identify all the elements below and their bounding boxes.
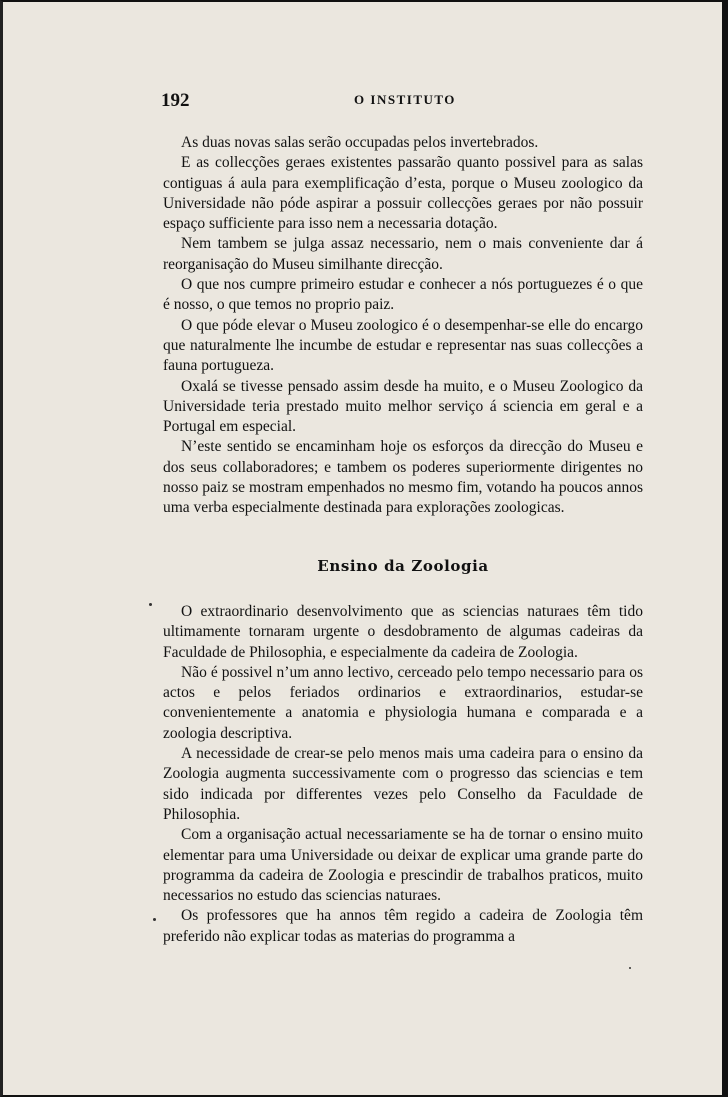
scan-speck	[149, 603, 152, 606]
section-2-body	[163, 602, 643, 947]
paragraph: O que nos cumpre primeiro estudar e conhecer a nós portuguezes é o que é nosso, o que temos no proprio paiz.	[163, 276, 643, 314]
paragraph: O extraordinario desenvolvimento que as sciencias naturaes têm tido ultimamente tornaram urgente o desdobramento de algumas cadeiras da Faculdade de Philosophia, e especialmente da cadeira de Zoologia.	[163, 603, 643, 661]
paragraph: A necessidade de crear-se pelo menos mais uma cadeira para o ensino da Zoologia augmenta successivamente com o progresso das sciencias e tem sido indicada por differentes vezes pelo Conselho da Faculdade de Philosophia.	[163, 745, 643, 823]
scan-speck	[153, 918, 156, 921]
paragraph: Com a organisação actual necessariamente se ha de tornar o ensino muito elementar para uma Universidade ou deixar de explicar uma grande parte do programma da cadeira de Zoologia e prescindir de trabalhos praticos, muito necessarios no estudo das sciencias naturaes.	[163, 826, 643, 905]
paragraph: As duas novas salas serão occupadas pelos invertebrados.	[181, 134, 539, 151]
paragraph: E as collecções geraes existentes passarão quanto possivel para as salas contiguas á aula para exemplificação d’esta, porque o Museu zoologico da Universidade não póde aspirar a possuir collecções geraes por não possuir espaço sufficiente para isso nem a necessaria dotação.	[163, 154, 643, 233]
paragraph: Oxalá se tivesse pensado assim desde ha muito, e o Museu Zoologico da Universidade teria prestado muito melhor serviço á sciencia em geral e a Portugal em especial.	[163, 377, 643, 436]
section-heading: Ensino da Zoologia	[317, 557, 489, 575]
paragraph: Não é possivel n’um anno lectivo, cerceado pelo tempo necessario para os actos e pelos feriados ordinarios e extraordinarios, estudar-se convenientemente a anatomia e physiologia humana e comparada e a zoologia descriptiva.	[163, 663, 643, 742]
paragraph: Nem tambem se julga assaz necessario, nem o mais conveniente dar á reorganisação do Museu similhante direcção.	[163, 235, 643, 273]
scan-speck	[629, 967, 631, 969]
paragraph: Os professores que ha annos têm regido a cadeira de Zoologia têm preferido não explicar todas as materias do programma a	[163, 907, 643, 945]
running-head	[161, 90, 649, 114]
paragraph: O que póde elevar o Museu zoologico é o desempenhar-se elle do encargo que naturalmente lhe incumbe de estudar e representar nas suas collecções a fauna portugueza.	[163, 316, 643, 375]
journal-title: O INSTITUTO	[354, 92, 456, 107]
section-1-body	[163, 133, 643, 519]
paragraph: N’este sentido se encaminham hoje os esforços da direcção do Museu e dos seus collaboradores; e tambem os poderes superiormente dirigentes no nosso paiz se mostram empenhados no mesmo fim, votando ha poucos annos uma verba especialmente destinada para explorações zoologicas.	[163, 438, 643, 517]
page-number: 192	[161, 90, 190, 111]
